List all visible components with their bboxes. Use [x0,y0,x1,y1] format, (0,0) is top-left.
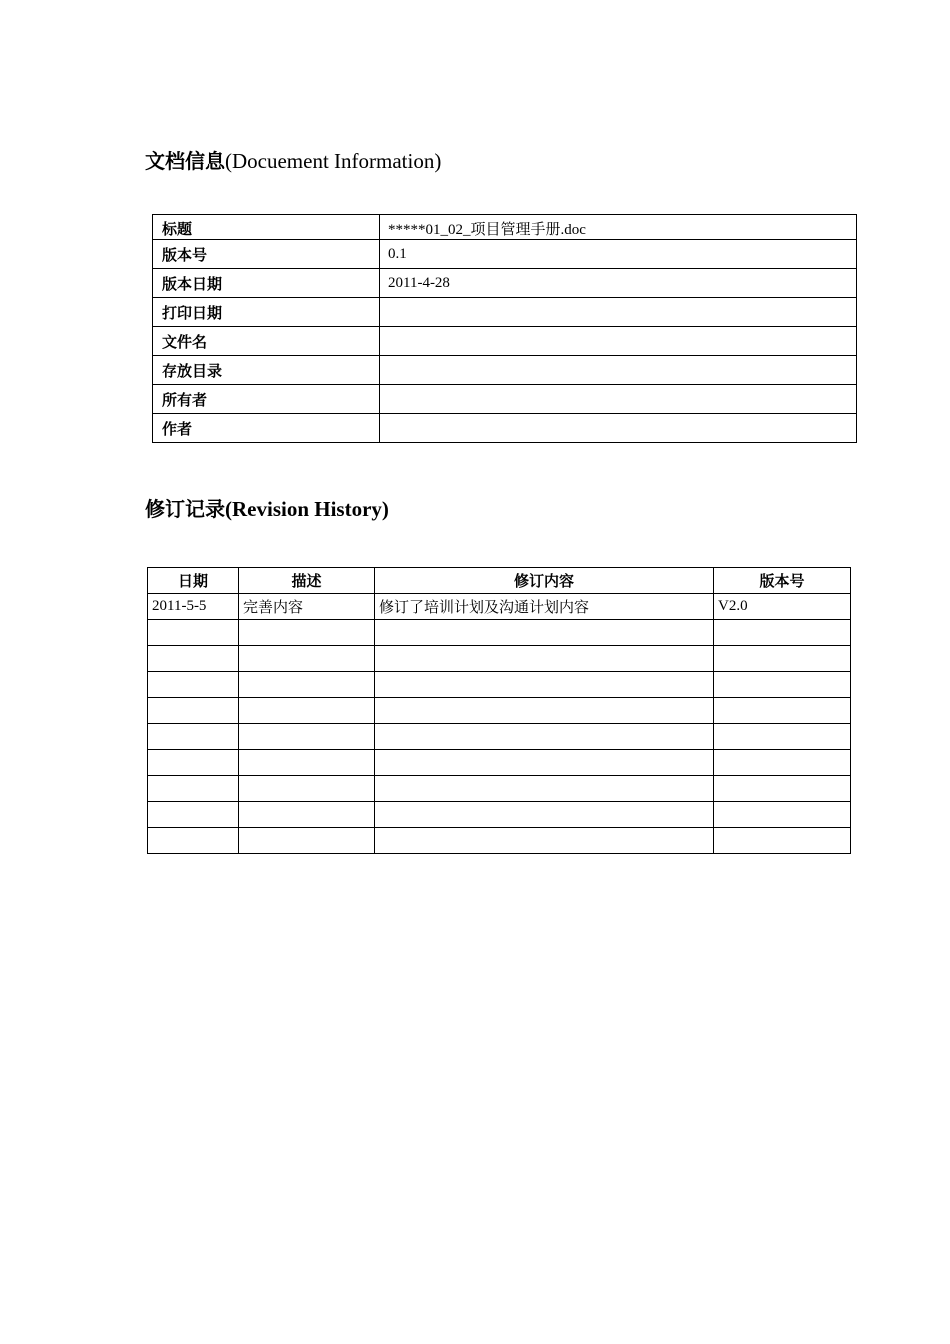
revision-content-cell [375,698,714,724]
revision-date-cell [148,620,239,646]
revision-date-cell: 2011-5-5 [148,594,239,620]
revision-description-cell [239,828,375,854]
doc-info-row-title [153,215,857,240]
revision-version-cell [714,776,851,802]
table-row [148,750,851,776]
column-header-version: 版本号 [714,568,851,594]
doc-info-label: 标题 [153,215,380,240]
column-header-description: 描述 [239,568,375,594]
revision-content-cell [375,776,714,802]
doc-info-label: 所有者 [153,385,380,414]
revision-description-cell [239,620,375,646]
revision-content-cell [375,672,714,698]
revision-date-cell [148,750,239,776]
revision-date-cell [148,724,239,750]
revision-description-cell [239,776,375,802]
doc-info-heading [145,148,441,174]
revision-version-cell [714,672,851,698]
revision-content-cell [375,620,714,646]
revision-content-cell [375,724,714,750]
doc-info-row-directory [153,356,857,385]
revision-version-cell [714,698,851,724]
doc-info-label: 存放目录 [153,356,380,385]
revision-content-cell: 修订了培训计划及沟通计划内容 [375,594,714,620]
revision-table [147,567,851,854]
doc-info-value: 0.1 [380,240,857,269]
revision-version-cell [714,724,851,750]
doc-info-value: *****01_02_项目管理手册.doc [380,215,857,240]
doc-info-label: 作者 [153,414,380,443]
revision-date-cell [148,776,239,802]
revision-content-cell [375,646,714,672]
revision-description-cell: 完善内容 [239,594,375,620]
revision-version-cell [714,828,851,854]
doc-info-label: 文件名 [153,327,380,356]
table-row [148,620,851,646]
doc-info-row-version [153,240,857,269]
revision-description-cell [239,646,375,672]
table-row [148,646,851,672]
revision-version-cell: V2.0 [714,594,851,620]
doc-info-label: 版本号 [153,240,380,269]
revision-date-cell [148,698,239,724]
revision-heading [145,496,389,522]
revision-heading-en: (Revision History) [225,497,389,521]
revision-version-cell [714,802,851,828]
column-header-date: 日期 [148,568,239,594]
revision-version-cell [714,750,851,776]
revision-content-cell [375,828,714,854]
revision-date-cell [148,828,239,854]
revision-date-cell [148,646,239,672]
revision-description-cell [239,724,375,750]
revision-description-cell [239,698,375,724]
doc-info-label: 版本日期 [153,269,380,298]
doc-info-row-owner [153,385,857,414]
doc-info-value [380,298,857,327]
revision-date-cell [148,802,239,828]
doc-info-value [380,356,857,385]
doc-info-row-filename [153,327,857,356]
doc-info-value [380,414,857,443]
revision-description-cell [239,672,375,698]
doc-info-row-version-date [153,269,857,298]
doc-info-table [152,214,857,443]
revision-description-cell [239,750,375,776]
revision-date-cell [148,672,239,698]
revision-description-cell [239,802,375,828]
doc-info-label: 打印日期 [153,298,380,327]
doc-info-value: 2011-4-28 [380,269,857,298]
doc-info-heading-cn: 文档信息 [145,149,225,173]
revision-version-cell [714,620,851,646]
table-row [148,724,851,750]
doc-info-value [380,327,857,356]
revision-content-cell [375,750,714,776]
table-row [148,672,851,698]
table-row [148,698,851,724]
revision-heading-cn: 修订记录 [145,497,225,521]
table-row [148,828,851,854]
column-header-revision-content: 修订内容 [375,568,714,594]
table-row [148,594,851,620]
doc-info-value [380,385,857,414]
revision-header-row [148,568,851,594]
doc-info-row-author [153,414,857,443]
table-row [148,776,851,802]
revision-content-cell [375,802,714,828]
revision-version-cell [714,646,851,672]
doc-info-row-print-date [153,298,857,327]
doc-info-heading-en: (Docuement Information) [225,149,442,173]
table-row [148,802,851,828]
